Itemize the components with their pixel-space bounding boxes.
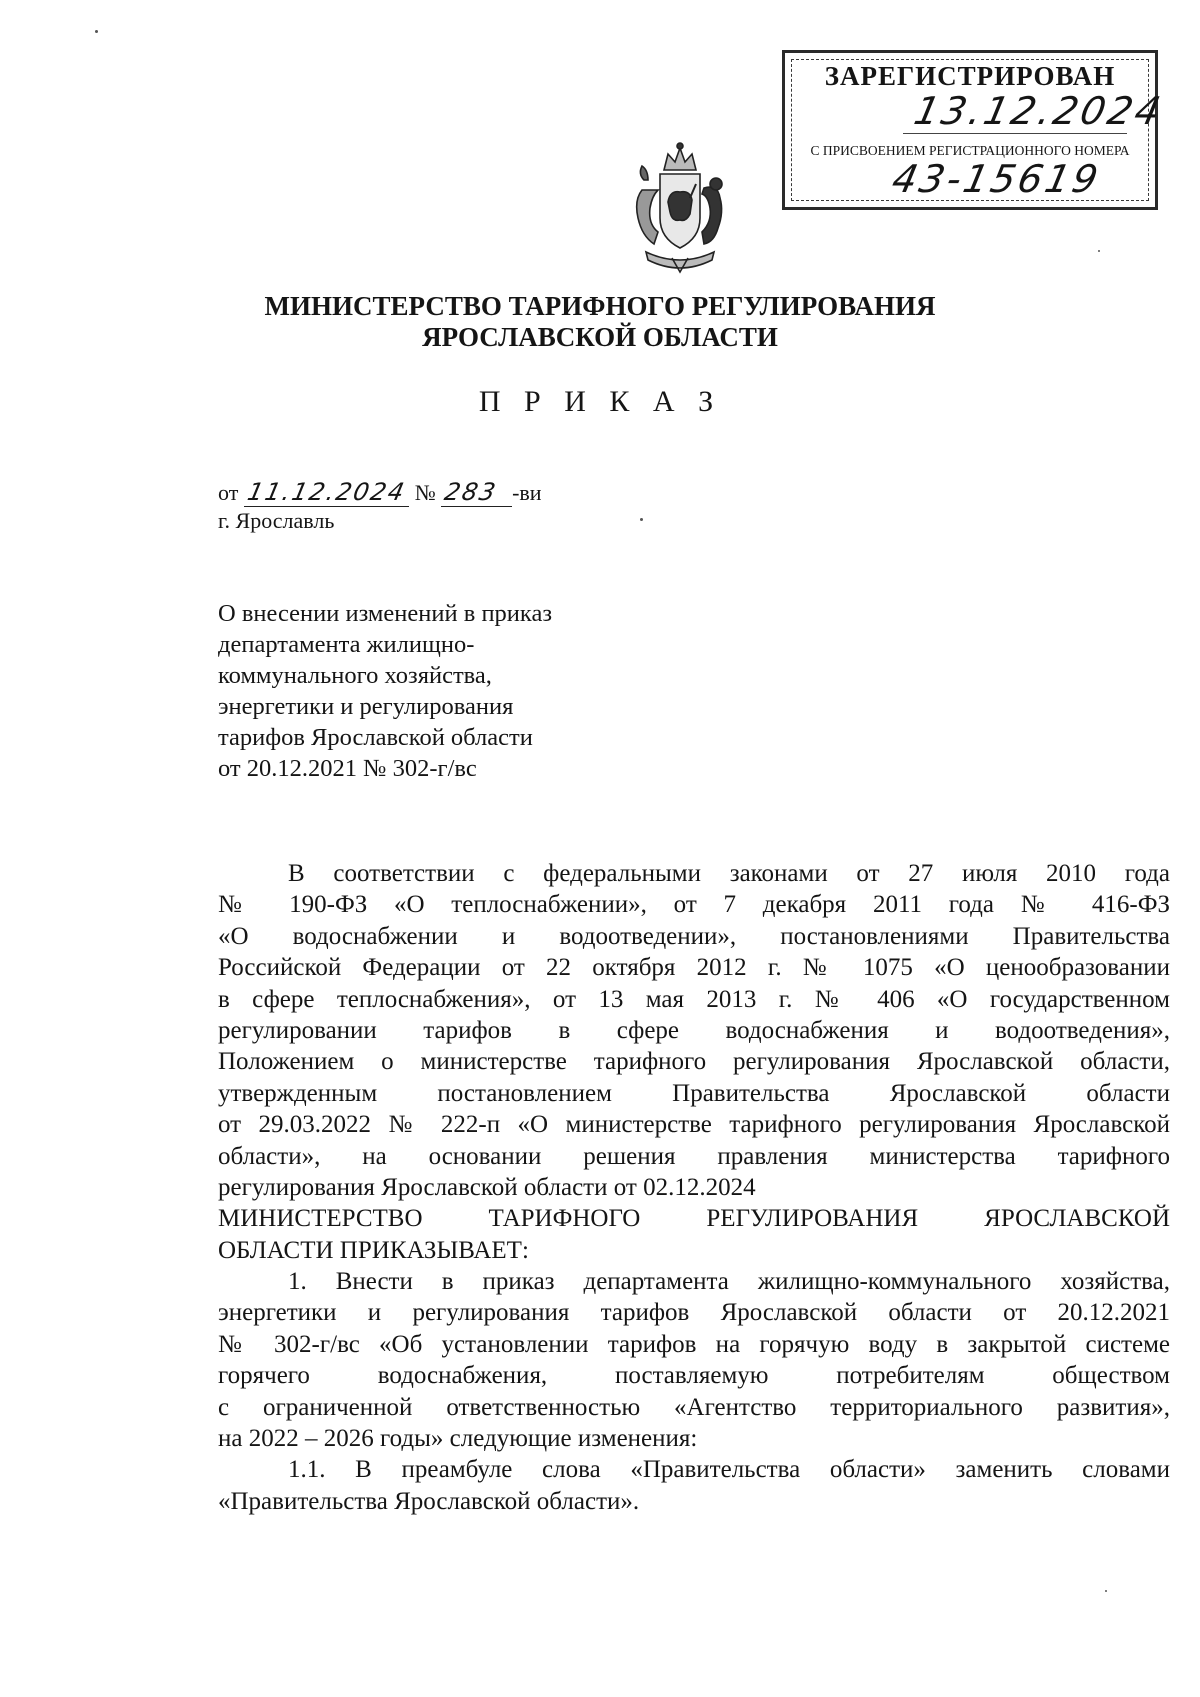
body-line: утвержденным постановлением Правительства Ярославской области xyxy=(218,1079,1170,1107)
body-line: с ограниченной ответственностью «Агентство территориального развития», xyxy=(218,1393,1170,1421)
body-line-item-1-1: 1.1. В преамбуле слова «Правительства области» заменить словами xyxy=(288,1456,1170,1484)
ministry-name-line-2: ЯРОСЛАВСКОЙ ОБЛАСТИ xyxy=(422,322,778,352)
scan-speck xyxy=(95,30,98,33)
stamp-title: ЗАРЕГИСТРИРОВАН xyxy=(824,61,1116,91)
body-line: в сфере теплоснабжения», от 13 мая 2013 г. № 406 «О государственном xyxy=(218,985,1170,1013)
scan-speck xyxy=(1098,250,1100,252)
body-line-resolution: МИНИСТЕРСТВО ТАРИФНОГО РЕГУЛИРОВАНИЯ ЯРОСЛАВСКОЙ xyxy=(218,1205,1170,1233)
subject-line: коммунального хозяйства, xyxy=(218,662,492,689)
subject-line: департамента жилищно- xyxy=(218,631,475,658)
body-line: № 302-г/вс «Об установлении тарифов на горячую воду в закрытой системе xyxy=(218,1330,1170,1358)
body-line: области», на основании решения правления министерства тарифного xyxy=(218,1142,1170,1170)
scan-speck xyxy=(1105,1590,1107,1592)
ministry-name-line-1: МИНИСТЕРСТВО ТАРИФНОГО РЕГУЛИРОВАНИЯ xyxy=(264,291,936,321)
order-number-suffix: -ви xyxy=(512,480,542,505)
subject-line: тарифов Ярославской области xyxy=(218,724,533,751)
body-line: Положением о министерстве тарифного регулирования Ярославской области, xyxy=(218,1048,1170,1076)
subject-line: энергетики и регулирования xyxy=(218,693,514,720)
order-number-field xyxy=(441,478,512,507)
stamp-number: 43-15619 xyxy=(888,157,1105,201)
order-city: г. Ярославль xyxy=(218,508,335,533)
body-line: на 2022 – 2026 годы» следующие изменения: xyxy=(218,1425,698,1453)
order-date: 11.12.2024 xyxy=(244,478,409,506)
from-label: от xyxy=(218,480,239,505)
order-subject xyxy=(218,598,658,784)
registration-stamp xyxy=(782,50,1168,210)
document-type-title: П Р И К А З xyxy=(478,385,722,418)
coat-of-arms-icon xyxy=(620,140,740,280)
body-line: № 190-ФЗ «О теплоснабжении», от 7 декабря 2011 года № 416-ФЗ xyxy=(218,891,1170,919)
body-line-item-1: 1. Внести в приказ департамента жилищно-коммунального хозяйства, xyxy=(288,1268,1170,1296)
body-line: «Правительства Ярославской области». xyxy=(218,1487,640,1515)
stamp-date: 13.12.2024 xyxy=(910,89,1168,133)
body-line: регулирования Ярославской области от 02.12.2024 xyxy=(218,1173,756,1201)
stamp-caption: С ПРИСВОЕНИЕМ РЕГИСТРАЦИОННОГО НОМЕРА xyxy=(810,143,1130,158)
subject-line: от 20.12.2021 № 302-г/вс xyxy=(218,755,477,782)
body-line: регулировании тарифов в сфере водоснабжения и водоотведения», xyxy=(218,1016,1170,1044)
body-line: энергетики и регулирования тарифов Ярославской области от 20.12.2021 xyxy=(218,1299,1170,1327)
scan-speck xyxy=(640,518,643,521)
body-line-resolution: ОБЛАСТИ ПРИКАЗЫВАЕТ: xyxy=(218,1236,529,1264)
order-body xyxy=(218,858,1170,1517)
stamp-divider xyxy=(903,133,1127,134)
body-line: горячего водоснабжения, поставляемую потребителям обществом xyxy=(218,1362,1170,1390)
subject-line: О внесении изменений в приказ xyxy=(218,600,553,627)
order-date-number-line xyxy=(218,478,542,507)
number-label: № xyxy=(414,480,436,505)
body-line: В соответствии с федеральными законами от 27 июля 2010 года xyxy=(288,860,1170,887)
body-line: «О водоснабжении и водоотведении», постановлениями Правительства xyxy=(218,922,1170,950)
order-number: 283 xyxy=(442,478,501,506)
body-line: Российской Федерации от 22 октября 2012 г. № 1075 «О ценообразовании xyxy=(218,954,1170,982)
order-date-field xyxy=(244,478,409,507)
body-line: от 29.03.2022 № 222-п «О министерстве тарифного регулирования Ярославской xyxy=(218,1111,1170,1139)
